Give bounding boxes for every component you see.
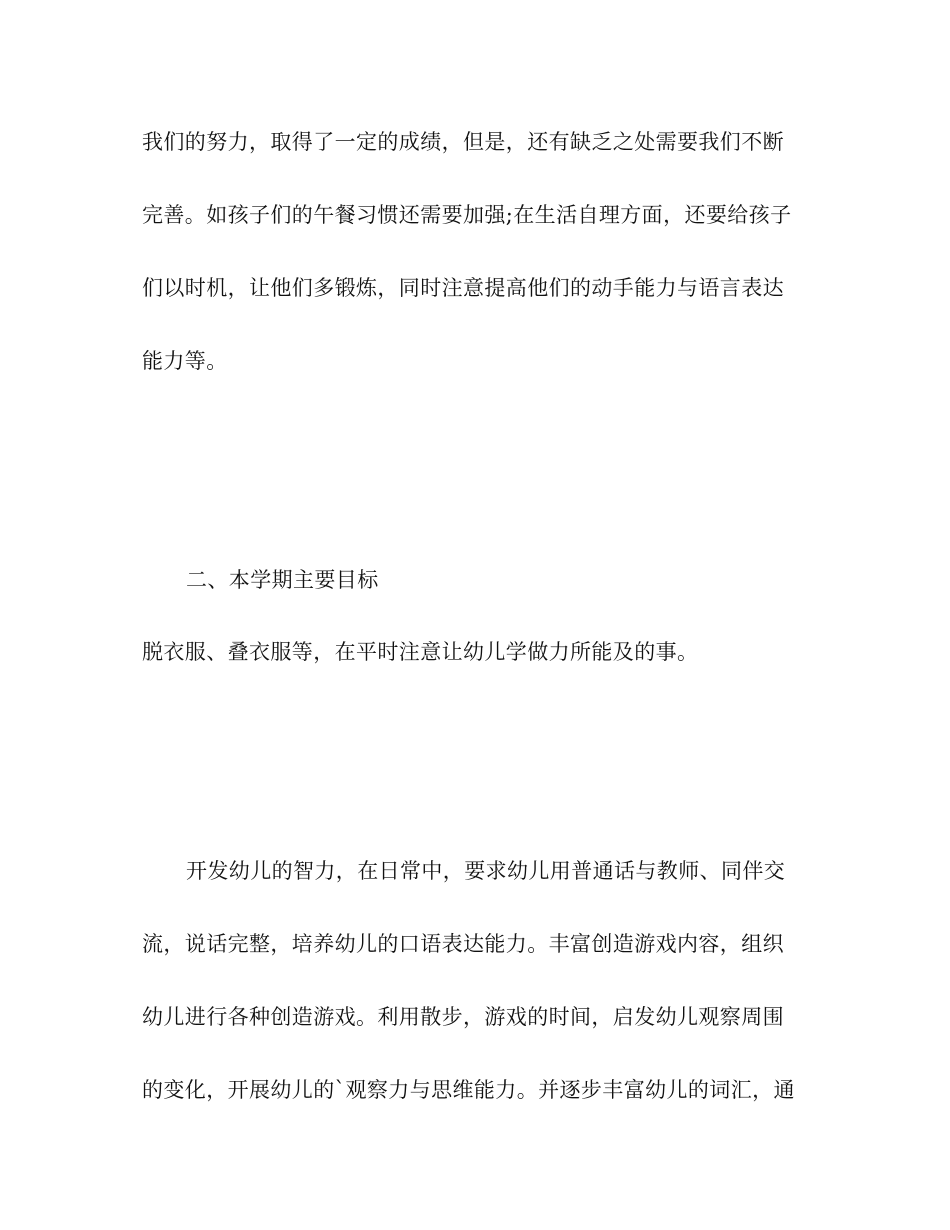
paragraph-1-line-4: 能力等。 (142, 349, 228, 373)
section-heading: 二、本学期主要目标 (186, 568, 379, 592)
paragraph-3-line-3: 幼儿进行各种创造游戏。利用散步，游戏的时间，启发幼儿观察周围 (142, 1005, 784, 1029)
paragraph-1-line-1: 我们的努力，取得了一定的成绩，但是，还有缺乏之处需要我们不断 (142, 130, 784, 154)
paragraph-3-line-4: 的变化，开展幼儿的`观察力与思维能力。并逐步丰富幼儿的词汇，通 (142, 1078, 795, 1102)
paragraph-3-line-1: 开发幼儿的智力，在日常中，要求幼儿用普通话与教师、同伴交 (186, 859, 786, 883)
paragraph-2-line-1: 脱衣服、叠衣服等，在平时注意让幼儿学做力所能及的事。 (142, 640, 699, 664)
paragraph-1-line-3: 们以时机，让他们多锻炼，同时注意提高他们的动手能力与语言表达 (142, 276, 784, 300)
paragraph-3-line-2: 流，说话完整，培养幼儿的口语表达能力。丰富创造游戏内容，组织 (142, 932, 784, 956)
paragraph-1-line-2: 完善。如孩子们的午餐习惯还需要加强;在生活自理方面，还要给孩子 (142, 203, 792, 227)
